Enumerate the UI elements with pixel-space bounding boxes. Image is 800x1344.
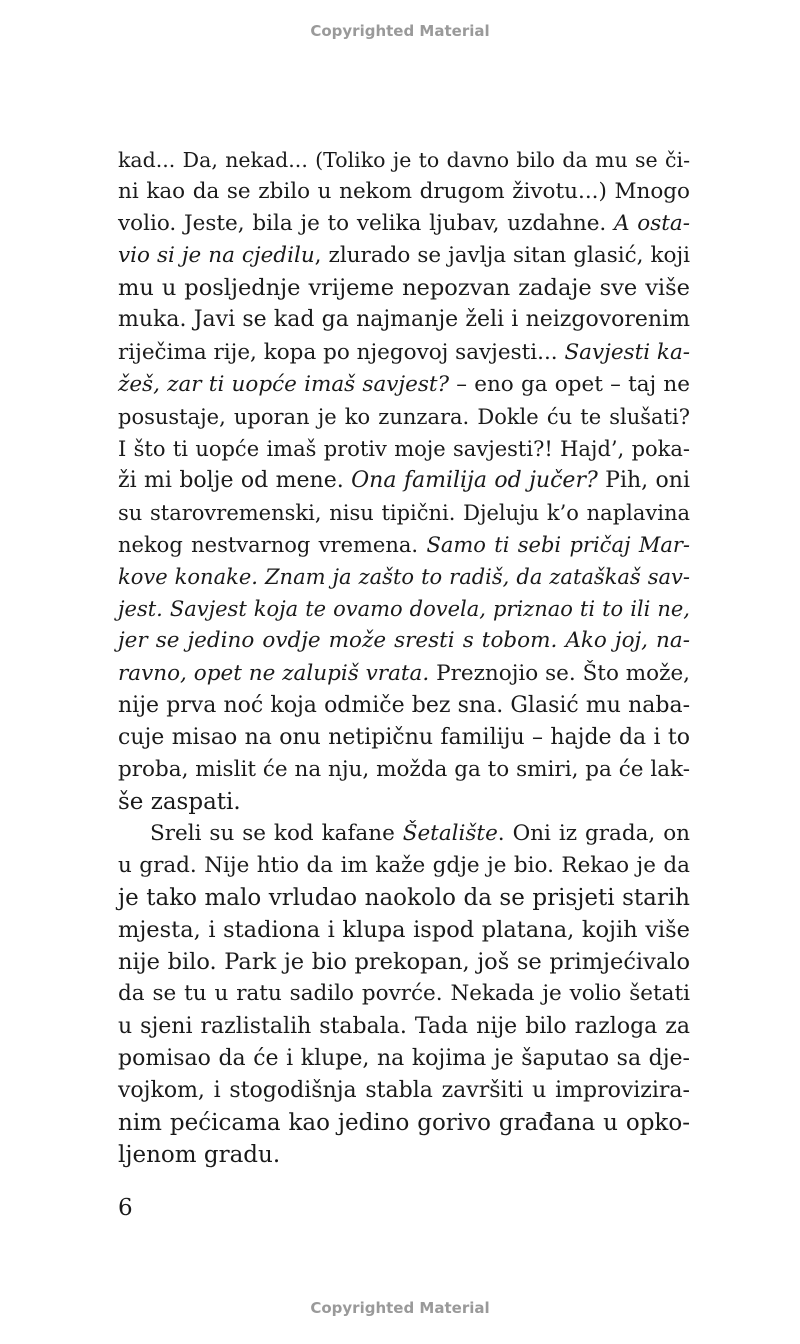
text-run: posustaje, uporan je ko zunzara. Dokle ću te slušati? xyxy=(118,404,690,429)
text-line xyxy=(118,337,690,369)
text-run: , zlurado se javlja sitan glasić, koji xyxy=(314,243,690,269)
text-run: nije bilo. Park je bio prekopan, još se primjećivalo xyxy=(118,949,690,976)
italic-text: jer se jedino ovdje može sresti s tobom. Ako joj, na- xyxy=(118,628,690,654)
italic-text: vio si je na cjedilu xyxy=(118,243,315,269)
text-line xyxy=(118,1043,690,1075)
text-line xyxy=(118,433,690,465)
text-run: su starovremenski, nisu tipični. Djeluju k’o naplavina xyxy=(118,501,690,526)
text-run: nije prva noć koja odmiče bez sna. Glasić mu naba- xyxy=(118,692,690,718)
italic-text: Samo ti sebi pričaj Mar- xyxy=(426,533,690,558)
text-line xyxy=(118,561,690,593)
text-line xyxy=(118,978,690,1010)
text-line xyxy=(118,946,690,978)
text-line xyxy=(118,1075,690,1107)
italic-text: A osta- xyxy=(614,211,690,237)
text-line xyxy=(118,304,690,336)
text-line xyxy=(118,1011,690,1043)
watermark-bottom: Copyrighted Material xyxy=(310,1299,490,1317)
text-line xyxy=(118,1139,690,1171)
page-number: 6 xyxy=(118,1195,133,1221)
italic-text: kove konake. Znam ja zašto to radiš, da zataškaš sav- xyxy=(118,565,690,590)
text-line xyxy=(118,786,690,818)
text-run: nekog nestvarnog vremena. xyxy=(118,533,427,558)
text-run: še zaspati. xyxy=(118,788,241,815)
text-run: kad... Da, nekad... (Toliko je to davno bilo da mu se či- xyxy=(118,148,690,172)
text-run: cuje misao na onu netipičnu familiju – hajde da i to xyxy=(118,724,690,750)
watermark-top: Copyrighted Material xyxy=(310,22,490,40)
text-run: nim pećicama kao jedino gorivo građana u opko- xyxy=(118,1109,690,1136)
text-run: riječima rije, kopa po njegovoj savjesti... xyxy=(118,339,565,365)
text-run: Pih, oni xyxy=(597,467,691,493)
text-line xyxy=(118,208,690,240)
text-run: ži mi bolje od mene. xyxy=(118,467,352,493)
text-run: ni kao da se zbilo u nekom drugom životu...) Mnogo xyxy=(118,179,690,205)
text-line xyxy=(118,529,690,561)
text-line xyxy=(118,625,690,657)
italic-text: Savjesti ka- xyxy=(564,339,691,365)
text-line xyxy=(118,369,690,401)
text-run: je tako malo vrludao naokolo da se prisjeti starih xyxy=(118,885,690,912)
text-run: vojkom, i stogodišnja stabla završiti u improvizira- xyxy=(118,1077,690,1103)
text-line xyxy=(118,465,690,497)
text-line xyxy=(118,497,690,529)
text-run: proba, mislit će na nju, možda ga to smiri, pa će lak- xyxy=(118,756,690,782)
text-run: pomisao da će i klupe, na kojima je šaputao sa dje- xyxy=(118,1045,690,1071)
text-line xyxy=(118,176,690,208)
italic-text: ravno, opet ne zalupiš vrata. xyxy=(118,660,430,686)
text-run: I što ti uopće imaš protiv moje savjesti?! Hajd’, poka- xyxy=(118,436,690,461)
text-run: Sreli su se kod kafane xyxy=(150,820,403,846)
text-line xyxy=(118,882,690,914)
text-run: ljenom gradu. xyxy=(118,1141,281,1168)
text-line xyxy=(118,240,690,272)
text-line xyxy=(118,144,690,176)
text-line xyxy=(118,690,690,722)
text-line xyxy=(118,818,690,850)
text-run: – eno ga opet – taj ne xyxy=(449,371,690,397)
text-run: mu u posljednje vrijeme nepozvan zadaje sve više xyxy=(118,275,690,302)
text-line xyxy=(118,722,690,754)
text-run: volio. Jeste, bila je to velika ljubav, uzdahne. xyxy=(118,211,615,237)
text-line xyxy=(118,593,690,625)
italic-text: jest. Savjest koja te ovamo dovela, priznao ti to ili ne, xyxy=(118,597,690,622)
italic-text: Ona familija od jučer? xyxy=(351,467,598,493)
text-line xyxy=(118,272,690,304)
text-line xyxy=(118,914,690,946)
text-line xyxy=(118,401,690,433)
text-line xyxy=(118,658,690,690)
text-run: u grad. Nije htio da im kaže gdje je bio. Rekao je da xyxy=(118,853,690,879)
text-line xyxy=(118,754,690,786)
text-run: mjesta, i stadiona i klupa ispod platana, kojih više xyxy=(118,917,690,944)
text-run: da se tu u ratu sadilo povrće. Nekada je volio šetati xyxy=(118,981,690,1007)
italic-text: Šetalište xyxy=(402,820,498,846)
text-run: Preznojio se. Što može, xyxy=(429,660,691,686)
page-body xyxy=(118,144,690,1171)
text-run: muka. Javi se kad ga najmanje želi i neizgovorenim xyxy=(118,307,690,333)
text-run: u sjeni razlistalih stabala. Tada nije bilo razloga za xyxy=(118,1013,690,1039)
text-run: . Oni iz grada, on xyxy=(497,820,690,846)
italic-text: žeš, zar ti uopće imaš savjest? xyxy=(118,371,450,397)
text-line xyxy=(118,850,690,882)
text-line xyxy=(118,1107,690,1139)
